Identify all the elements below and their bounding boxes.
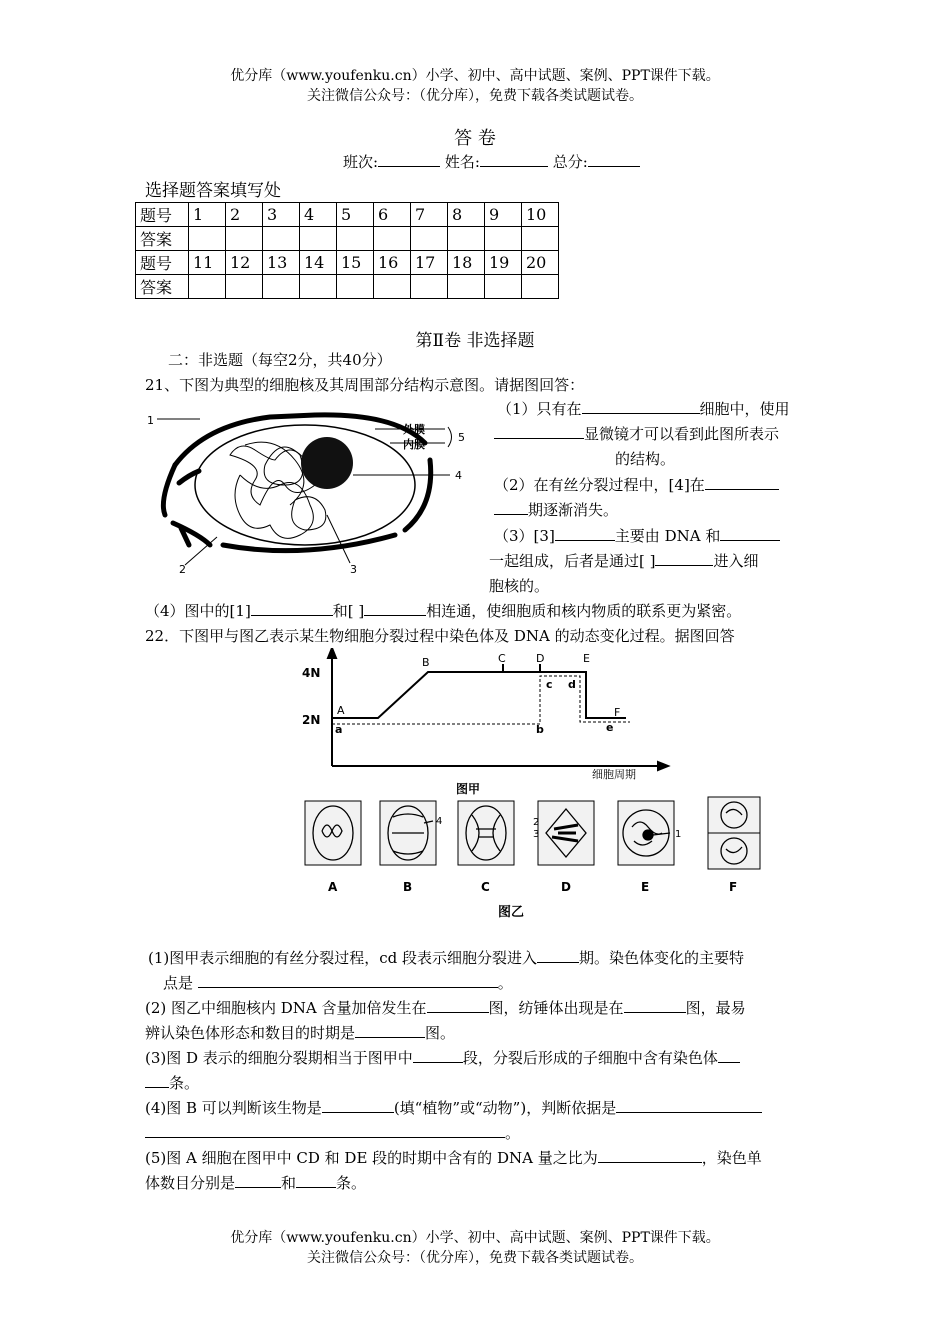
class-label: 班次:: [343, 153, 379, 171]
q21-part3-line1: [494, 524, 780, 549]
q22-s1-line2: [163, 971, 513, 996]
q21-part1-line2: [494, 422, 779, 447]
question-number: 8: [448, 203, 485, 227]
q21-part4: [145, 599, 741, 624]
inner-membrane-ellipse: [195, 425, 415, 545]
blank[interactable]: [720, 526, 780, 541]
q21-part3-line3: 胞核的。: [489, 577, 550, 595]
answer-cell[interactable]: [448, 275, 485, 299]
answer-cell[interactable]: [522, 275, 559, 299]
answer-table: [135, 202, 559, 299]
site-header-line2: 关注微信公众号：（优分库），免费下载各类试题试卷。: [307, 88, 643, 104]
label-1: 1: [147, 414, 154, 427]
q22-s4-line2: [145, 1121, 520, 1146]
blank[interactable]: [537, 948, 579, 963]
q22-s3-line2: [145, 1071, 199, 1096]
inner-membrane: [195, 425, 415, 545]
blank[interactable]: [355, 1023, 425, 1038]
label-inner: 内膜: [403, 438, 425, 451]
leader-line: [327, 515, 350, 563]
dna-series-line: [332, 672, 626, 718]
blank[interactable]: [655, 551, 713, 566]
q22-s5-line1: [145, 1146, 762, 1171]
label-3: 3: [350, 563, 357, 575]
blank[interactable]: [555, 526, 615, 541]
question-number: 13: [263, 251, 300, 275]
student-info: [343, 151, 640, 172]
blank[interactable]: [494, 424, 584, 439]
chromatin-loop: [264, 447, 303, 485]
answer-cell[interactable]: [300, 275, 337, 299]
point-e: e: [606, 721, 614, 734]
point-A: A: [337, 704, 345, 717]
answer-cell[interactable]: [485, 227, 522, 251]
name-field[interactable]: [480, 152, 548, 167]
blank[interactable]: [616, 1098, 762, 1113]
part2-instruction: 二：非选题（每空2分，共40分）: [168, 351, 392, 369]
mark-3: 3: [533, 829, 540, 840]
table-row: [136, 275, 559, 299]
text: 条。: [336, 1174, 367, 1192]
q22-stem: 22．下图甲与图乙表示某生物细胞分裂过程中染色体及 DNA 的动态变化过程。据图回答: [145, 627, 735, 645]
text: 主要由 DNA 和: [614, 527, 721, 545]
mark-2: 2: [533, 817, 540, 828]
score-label: 总分:: [552, 153, 588, 171]
text: 和: [281, 1174, 297, 1192]
x-arrow: [658, 762, 668, 770]
y-arrow: [328, 648, 336, 658]
cell-label: A: [328, 880, 338, 894]
blank[interactable]: [718, 1048, 740, 1063]
cell-label: E: [641, 880, 650, 894]
answer-cell[interactable]: [263, 227, 300, 251]
table-row: [136, 227, 559, 251]
text: 段，分裂后形成的子细胞中含有染色体: [462, 1049, 718, 1067]
text: 细胞中，使用: [699, 400, 790, 418]
answer-cell[interactable]: [300, 227, 337, 251]
question-number: 14: [300, 251, 337, 275]
row-header: 题号: [136, 251, 189, 275]
row-header: 题号: [136, 203, 189, 227]
nucleus-diagram: [145, 405, 475, 575]
blank[interactable]: [494, 500, 528, 515]
answer-cell[interactable]: [411, 275, 448, 299]
question-number: 16: [374, 251, 411, 275]
point-c: c: [546, 678, 553, 691]
q22-s4-line1: [145, 1096, 762, 1121]
text: 条。: [169, 1074, 200, 1092]
blank[interactable]: [582, 399, 700, 414]
question-number: 6: [374, 203, 411, 227]
question-number: 19: [485, 251, 522, 275]
question-number: 4: [300, 203, 337, 227]
text: 期。染色体变化的主要特: [579, 949, 745, 967]
point-D: D: [536, 652, 545, 665]
question-number: 18: [448, 251, 485, 275]
cell-label: D: [561, 880, 571, 894]
question-number: 17: [411, 251, 448, 275]
q21-part1-line3: 的结构。: [615, 450, 676, 468]
text: (填“植物”或“动物”)，判断依据是: [393, 1099, 617, 1117]
answer-cell[interactable]: [411, 227, 448, 251]
text: (5)图 A 细胞在图甲中 CD 和 DE 段的时期中含有的 DNA 量之比为: [145, 1149, 598, 1167]
answer-cell[interactable]: [189, 275, 226, 299]
answer-cell[interactable]: [485, 275, 522, 299]
q22-s2-line2: [145, 1021, 455, 1046]
y-label-2n: 2N: [302, 713, 321, 727]
envelope-segment: [163, 465, 175, 515]
q21-part2-line2: [494, 498, 618, 523]
answer-cell[interactable]: [337, 227, 374, 251]
q22-s5-line2: [145, 1171, 366, 1196]
mark-4: 4: [436, 816, 443, 827]
cell-label: C: [481, 880, 490, 894]
text: ，染色单: [701, 1149, 762, 1167]
cell-contents: [313, 802, 747, 864]
text: （1）只有在: [497, 400, 582, 418]
q21-part3-line2: [489, 549, 759, 574]
answer-cell[interactable]: [189, 227, 226, 251]
choice-section-title: 选择题答案填写处: [145, 181, 281, 201]
text: 图，纺锤体出现是在: [488, 999, 624, 1017]
question-number: 9: [485, 203, 522, 227]
point-B: B: [422, 656, 430, 669]
figure-b-cells: [300, 795, 770, 923]
text: 。: [505, 1124, 521, 1142]
answer-cell[interactable]: [374, 275, 411, 299]
part2-title: 第Ⅱ卷 非选择题: [415, 331, 535, 351]
text: （2）在有丝分裂过程中，[4]在: [494, 476, 705, 494]
blank[interactable]: [624, 998, 686, 1013]
question-number: 7: [411, 203, 448, 227]
cell-label: B: [403, 880, 413, 894]
text: (1)图甲表示细胞的有丝分裂过程，cd 段表示细胞分裂进入: [148, 949, 538, 967]
text: 期逐渐消失。: [528, 501, 619, 519]
label-5: 5: [458, 431, 465, 444]
text: 体数目分别是: [145, 1174, 236, 1192]
point-d: d: [568, 678, 576, 691]
blank[interactable]: [598, 1148, 702, 1163]
label-2: 2: [179, 563, 186, 575]
text: （3）[3]: [494, 527, 555, 545]
text: （4）图中的[1]: [145, 602, 251, 620]
text: 点是: [163, 974, 194, 992]
question-number: 3: [263, 203, 300, 227]
question-number: 20: [522, 251, 559, 275]
text: (2) 图乙中细胞核内 DNA 含量加倍发生在: [145, 999, 427, 1017]
text: 。: [497, 974, 513, 992]
point-b: b: [536, 723, 544, 736]
point-E: E: [583, 652, 590, 665]
name-label: 姓名:: [444, 153, 480, 171]
brace: [448, 427, 452, 447]
class-field[interactable]: [378, 152, 440, 167]
answer-cell[interactable]: [263, 275, 300, 299]
envelope-segment: [175, 415, 425, 465]
cell-labels: [328, 880, 737, 894]
blank[interactable]: [322, 1098, 394, 1113]
q21-stem: 21、下图为典型的细胞核及其周围部分结构示意图。请据图回答：: [145, 376, 585, 394]
answer-sheet-title: 答 卷: [454, 128, 496, 149]
figure-a-chart: [300, 648, 680, 798]
label-4: 4: [455, 469, 462, 482]
question-number: 10: [522, 203, 559, 227]
q22-s3-line1: [145, 1046, 740, 1071]
question-number: 11: [189, 251, 226, 275]
point-F: F: [614, 706, 621, 719]
table-row: [136, 251, 559, 275]
table-row: [136, 203, 559, 227]
answer-cell[interactable]: [374, 227, 411, 251]
answer-cell[interactable]: [226, 275, 263, 299]
answer-cell[interactable]: [448, 227, 485, 251]
blank[interactable]: [145, 1073, 169, 1088]
q22-s1-line1: [148, 946, 744, 971]
point-C: C: [498, 652, 506, 665]
envelope-segment: [405, 460, 431, 530]
site-footer-line1: 优分库（www.youfenku.cn）小学、初中、高中试题、案例、PPT课件下载。: [230, 1230, 720, 1246]
row-header: 答案: [136, 275, 189, 299]
blank[interactable]: [427, 998, 489, 1013]
blank[interactable]: [413, 1048, 463, 1063]
text: 图。: [425, 1024, 456, 1042]
figure-a-title: 图甲: [456, 782, 481, 796]
answer-cell[interactable]: [522, 227, 559, 251]
blank[interactable]: [364, 601, 426, 616]
question-number: 12: [226, 251, 263, 275]
question-number: 15: [337, 251, 374, 275]
figure-b-title: 图乙: [498, 905, 525, 920]
mark-1: 1: [675, 829, 682, 840]
blank[interactable]: [296, 1173, 336, 1188]
blank[interactable]: [235, 1173, 281, 1188]
question-number: 5: [337, 203, 374, 227]
question-number: 2: [226, 203, 263, 227]
envelope-segment: [173, 523, 210, 545]
blank[interactable]: [145, 1123, 505, 1138]
blank[interactable]: [198, 973, 498, 988]
nucleolus: [301, 437, 353, 489]
answer-cell[interactable]: [226, 227, 263, 251]
y-label-4n: 4N: [302, 666, 321, 680]
row-header: 答案: [136, 227, 189, 251]
score-field[interactable]: [588, 152, 640, 167]
q22-s2-line1: [145, 996, 746, 1021]
text: 图，最易: [685, 999, 746, 1017]
point-a: a: [335, 723, 343, 736]
x-axis-label: 细胞周期: [592, 768, 636, 781]
text: (3)图 D 表示的细胞分裂期相当于图甲中: [145, 1049, 413, 1067]
q21-part1-line1: [497, 397, 790, 422]
q21-part2-line1: [494, 473, 779, 498]
text: 显微镜才可以看到此图所表示: [584, 425, 780, 443]
answer-cell[interactable]: [337, 275, 374, 299]
site-footer-line2: 关注微信公众号：（优分库），免费下载各类试题试卷。: [307, 1250, 643, 1266]
question-number: 1: [189, 203, 226, 227]
text: 辨认染色体形态和数目的时期是: [145, 1024, 356, 1042]
blank[interactable]: [705, 475, 779, 490]
blank[interactable]: [251, 601, 333, 616]
text: 一起组成，后者是通过[ ]: [489, 552, 656, 570]
text: (4)图 B 可以判断该生物是: [145, 1099, 322, 1117]
site-header-line1: 优分库（www.youfenku.cn）小学、初中、高中试题、案例、PPT课件下载。: [230, 68, 720, 84]
text: 进入细: [713, 552, 759, 570]
text: 相连通，使细胞质和核内物质的联系更为紧密。: [426, 602, 742, 620]
text: 和[ ]: [332, 602, 365, 620]
label-outer: 外膜: [403, 423, 425, 436]
cell-label: F: [729, 880, 738, 894]
